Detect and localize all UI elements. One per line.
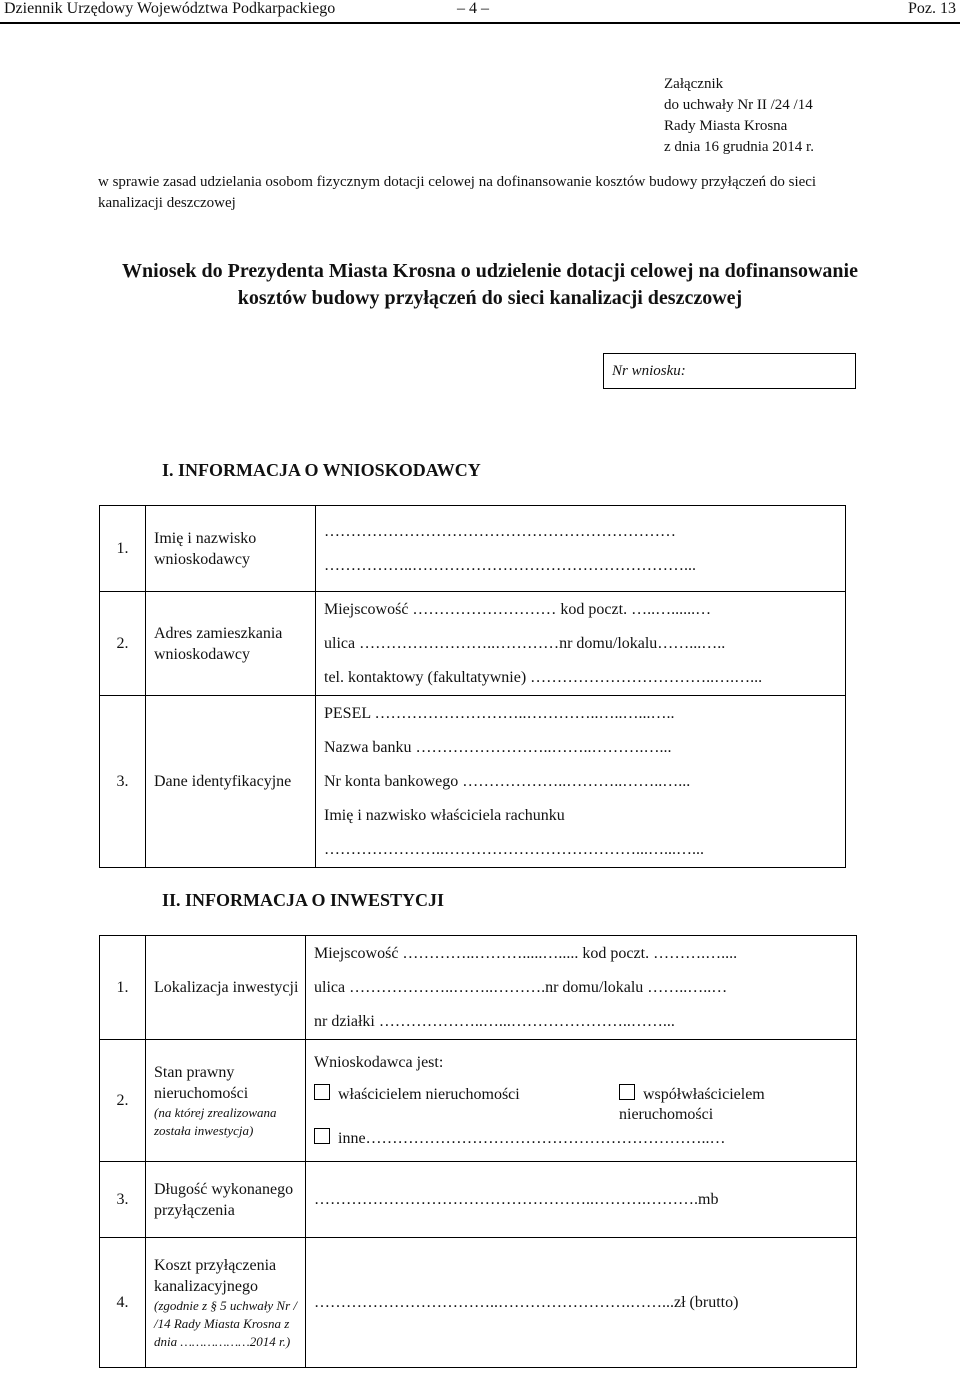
application-number-label: Nr wniosku: [612, 363, 686, 379]
row-label: Imię i nazwisko wnioskodawcy [146, 506, 316, 592]
fill-line[interactable]: ……………..……………………………………………... [324, 556, 696, 574]
fill-line[interactable]: PESEL ………………………..…………..…..…...….. [324, 704, 675, 722]
table-row [100, 1238, 857, 1368]
fill-line[interactable]: ………………………………………………………… [324, 522, 676, 540]
row-number: 2. [100, 592, 146, 696]
fill-line[interactable]: Miejscowość …………..……….....…..... kod poczt. ……….….... [314, 944, 738, 962]
other-option[interactable] [314, 1124, 856, 1154]
row-number: 1. [100, 506, 146, 592]
row-label-note: (zgodnie z § 5 uchwały Nr / /14 Rady Miasta Krosna z dnia ………………2014 r.) [154, 1297, 297, 1349]
location-field[interactable] [306, 936, 857, 1040]
row-number: 2. [100, 1040, 146, 1162]
fill-line[interactable]: Miejscowość ……………………… kod poczt. …..…......… [324, 600, 712, 618]
row-label-note: (na której zrealizowana została inwestycja) [154, 1104, 277, 1138]
option-label: współwłaścicielem nieruchomości [619, 1085, 765, 1123]
fill-line[interactable]: ……………………………..…………………….……...zł (brutto) [314, 1293, 739, 1311]
identification-field[interactable] [316, 696, 846, 868]
row-number: 4. [100, 1238, 146, 1368]
section-heading: I. INFORMACJA O WNIOSKODAWCY [162, 460, 481, 480]
table-row [100, 1162, 857, 1238]
fill-line[interactable]: …………………..………………………………...…...…... [324, 840, 704, 858]
table-row [100, 1040, 857, 1162]
row-label-text: Stan prawny nieruchomości [154, 1063, 249, 1102]
legal-status-field [306, 1040, 857, 1162]
applicant-name-field[interactable] [316, 506, 846, 592]
row-label: Długość wykonanego przyłączenia [146, 1162, 306, 1238]
co-owner-checkbox[interactable] [619, 1084, 635, 1100]
subject-text: w sprawie zasad udzielania osobom fizycznym dotacji celowej na dofinansowanie kosztów budowy przyłączeń do sieci kanalizacji deszczowej [98, 174, 817, 211]
option-label[interactable]: inne………………………………………………………..… [338, 1129, 726, 1147]
journal-title: Dziennik Urzędowy Województwa Podkarpackiego [4, 0, 336, 17]
form-title: Wniosek do Prezydenta Miasta Krosna o udzielenie dotacji celowej na dofinansowanie kosztów budowy przyłączeń do sieci kanalizacji deszczowej [122, 260, 858, 309]
section-heading: II. INFORMACJA O INWESTYCJI [162, 890, 445, 910]
position-number: Poz. 13 [908, 0, 956, 17]
header-rule [0, 22, 960, 24]
fill-line[interactable]: ulica ………………..……..……….nr domu/lokalu ……..…..… [314, 978, 728, 996]
annex-note [664, 74, 814, 158]
fill-line[interactable]: nr działki ………………..…...…………………..……... [314, 1012, 675, 1030]
fill-line[interactable]: Nr konta bankowego ………………..………..……..…... [324, 772, 691, 790]
application-number-box[interactable] [603, 353, 856, 389]
co-owner-option[interactable] [619, 1084, 809, 1125]
row-label-text: Koszt przyłączenia kanalizacyjnego [154, 1256, 277, 1295]
row-label [146, 1238, 306, 1368]
row-label: Lokalizacja inwestycji [146, 936, 306, 1040]
table-row [100, 506, 846, 592]
address-field[interactable] [316, 592, 846, 696]
annex-line: do uchwały Nr II /24 /14 [664, 97, 813, 113]
annex-line: z dnia 16 grudnia 2014 r. [664, 139, 814, 155]
row-number: 1. [100, 936, 146, 1040]
row-number: 3. [100, 1162, 146, 1238]
fill-line[interactable]: ulica ……………………..…………nr domu/lokalu……...….. [324, 634, 726, 652]
owner-checkbox[interactable] [314, 1084, 330, 1100]
table-row [100, 592, 846, 696]
annex-line: Załącznik [664, 76, 724, 92]
fill-line[interactable]: tel. kontaktowy (fakultatywnie) ……………………………..….…... [324, 668, 763, 686]
table-row [100, 696, 846, 868]
cost-field[interactable] [306, 1238, 857, 1368]
investment-table [99, 935, 857, 1368]
table-row [100, 936, 857, 1040]
legal-status-intro: Wnioskodawca jest: [314, 1053, 444, 1071]
owner-option[interactable] [314, 1084, 520, 1104]
other-checkbox[interactable] [314, 1128, 330, 1144]
row-label [146, 1040, 306, 1162]
fill-line: Imię i nazwisko właściciela rachunku [324, 806, 565, 824]
annex-line: Rady Miasta Krosna [664, 118, 788, 134]
row-label: Adres zamieszkania wnioskodawcy [146, 592, 316, 696]
page-number: – 4 – [457, 0, 489, 17]
row-label: Dane identyfikacyjne [146, 696, 316, 868]
length-field[interactable] [306, 1162, 857, 1238]
fill-line[interactable]: ……………………………………………..……….……….mb [314, 1190, 719, 1208]
fill-line[interactable]: Nazwa banku ……………………..……..……….…... [324, 738, 672, 756]
row-number: 3. [100, 696, 146, 868]
option-label: właścicielem nieruchomości [338, 1085, 520, 1103]
applicant-table [99, 505, 846, 868]
